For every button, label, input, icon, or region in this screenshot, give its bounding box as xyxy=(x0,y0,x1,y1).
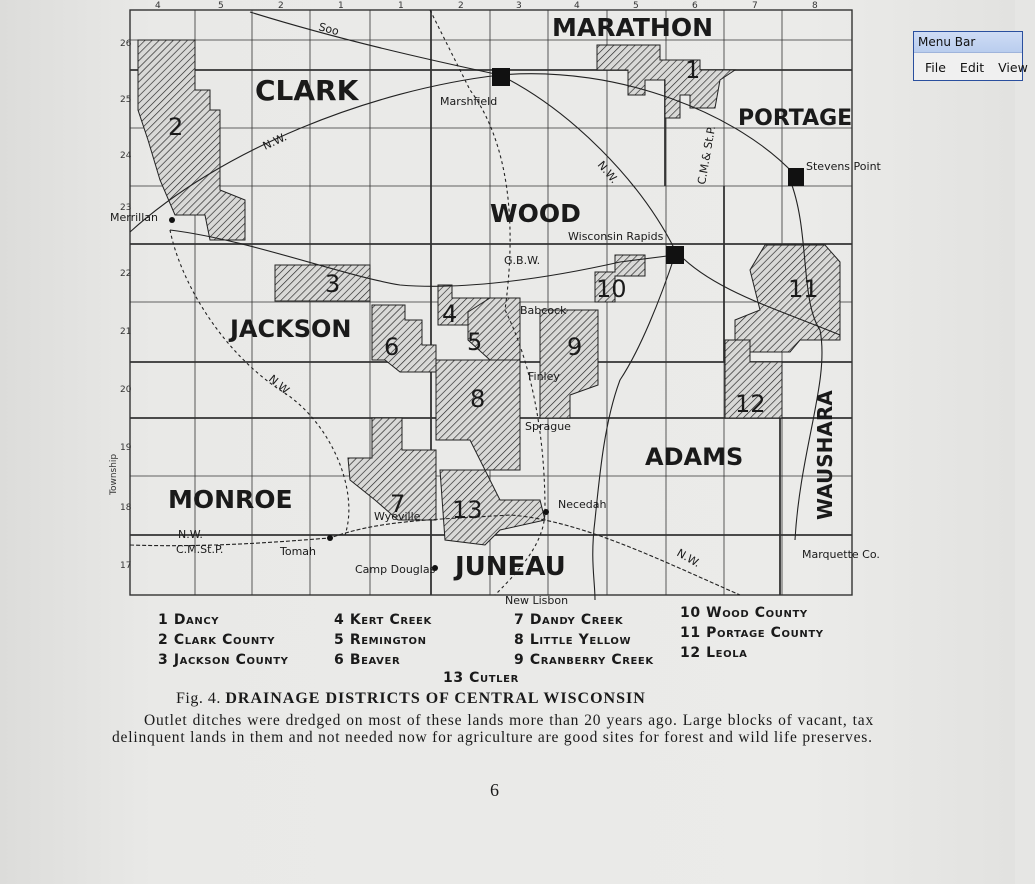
body-paragraph: Outlet ditches were dredged on most of these lands more than 20 years ago. Large blocks of vacant, tax delinquent lands in them and not needed now for agriculture are good sites for forest and wild life preserves. xyxy=(112,712,874,746)
legend-item: 7 Dandy Creek xyxy=(514,612,624,628)
township-axis-label: Township xyxy=(109,453,119,495)
necedah-marker xyxy=(543,509,549,515)
page-number: 6 xyxy=(490,780,499,800)
drainage-map xyxy=(100,0,881,610)
tomah-marker xyxy=(327,535,333,541)
district-2-label: 2 xyxy=(168,113,184,141)
svg-text:26: 26 xyxy=(120,39,132,49)
svg-text:17: 17 xyxy=(120,561,132,571)
svg-text:4: 4 xyxy=(574,1,580,11)
svg-text:7: 7 xyxy=(752,1,758,11)
svg-text:20: 20 xyxy=(120,385,132,395)
legend-column-3 xyxy=(514,610,654,670)
district-5-label: 5 xyxy=(467,328,483,356)
railroad-label-nw-4: N.W. xyxy=(674,546,703,571)
svg-text:21: 21 xyxy=(120,327,132,337)
place-stevens-point: Stevens Point xyxy=(806,160,881,173)
railroad-label-gbw: G.B.W. xyxy=(504,254,541,267)
legend-item: 1 Dancy xyxy=(158,612,220,628)
county-juneau: JUNEAU xyxy=(455,552,566,582)
district-10-label: 10 xyxy=(596,275,627,303)
legend-item: 10 Wood County xyxy=(680,605,808,621)
district-8-label: 8 xyxy=(470,385,486,413)
place-new-lisbon: New Lisbon xyxy=(505,594,569,607)
legend-item: 4 Kert Creek xyxy=(334,612,432,628)
district-12-label: 12 xyxy=(735,390,766,418)
county-wood: WOOD xyxy=(490,199,581,228)
svg-text:6: 6 xyxy=(692,1,698,11)
legend-item: 5 Remington xyxy=(334,632,427,648)
district-8-area xyxy=(436,360,520,470)
legend-item: 11 Portage County xyxy=(680,625,824,641)
district-3-label: 3 xyxy=(325,270,341,298)
svg-text:1: 1 xyxy=(338,1,344,11)
svg-text:24: 24 xyxy=(120,151,132,161)
place-merrillan: Merrillan xyxy=(110,211,158,224)
county-monroe: MONROE xyxy=(168,485,293,514)
svg-text:3: 3 xyxy=(516,1,522,11)
svg-text:5: 5 xyxy=(218,1,224,11)
legend-item: 3 Jackson County xyxy=(158,652,289,668)
place-marquette-co: Marquette Co. xyxy=(802,548,880,561)
stevens-point-marker xyxy=(788,168,804,186)
wisconsin-rapids-marker xyxy=(666,246,684,264)
district-4-label: 4 xyxy=(442,300,458,328)
menu-view[interactable]: View xyxy=(998,59,1028,75)
svg-text:4: 4 xyxy=(155,1,161,11)
legend-item: 8 Little Yellow xyxy=(514,632,632,648)
menu-bar xyxy=(914,53,1028,81)
legend-item: 9 Cranberry Creek xyxy=(514,652,654,668)
svg-text:23: 23 xyxy=(120,203,132,213)
district-9-label: 9 xyxy=(567,333,583,361)
district-6-label: 6 xyxy=(384,333,400,361)
legend-column-4 xyxy=(680,603,824,663)
place-sprague: Sprague xyxy=(525,420,571,433)
district-11-label: 11 xyxy=(788,275,819,303)
county-adams: ADAMS xyxy=(645,443,744,471)
place-camp-douglas: Camp Douglas xyxy=(355,563,436,576)
railroad-label-cmstp-2: C.M.& St.P. xyxy=(695,124,719,186)
railroad-label-nw-5: N.W. xyxy=(178,528,203,541)
menu-bar-window xyxy=(913,31,1028,81)
svg-text:8: 8 xyxy=(812,1,818,11)
svg-text:2: 2 xyxy=(278,1,284,11)
legend-item: 2 Clark County xyxy=(158,632,276,648)
district-1-label: 1 xyxy=(685,56,701,84)
svg-text:1: 1 xyxy=(398,1,404,11)
caption-prefix: Fig. 4. xyxy=(176,690,221,707)
township-numbers xyxy=(109,39,132,571)
svg-text:18: 18 xyxy=(120,503,132,513)
svg-text:2: 2 xyxy=(458,1,464,11)
place-wyeville: Wyeville xyxy=(374,510,421,523)
county-waushara: WAUSHARA xyxy=(813,390,837,520)
county-portage: PORTAGE xyxy=(738,106,853,131)
railroad-label-nw-1: N.W. xyxy=(260,130,289,153)
district-9-area xyxy=(540,310,598,418)
county-clark: CLARK xyxy=(255,74,359,107)
legend-column-2 xyxy=(334,610,432,670)
place-finley: Finley xyxy=(528,370,560,383)
railroad-label-soo: Soo xyxy=(317,20,341,39)
place-tomah: Tomah xyxy=(280,545,317,558)
place-necedah: Necedah xyxy=(558,498,607,511)
district-3-area xyxy=(275,265,370,301)
railroad-label-nw-3: N.W. xyxy=(266,372,294,399)
place-wisconsin-rapids: Wisconsin Rapids xyxy=(568,230,664,243)
menu-edit[interactable]: Edit xyxy=(959,59,985,75)
railroad-label-nw-2: N.W. xyxy=(594,158,621,186)
menu-window-title: Menu Bar xyxy=(914,32,1022,53)
place-babcock: Babcock xyxy=(520,304,567,317)
legend-item: 6 Beaver xyxy=(334,652,401,668)
legend-column-1 xyxy=(158,610,289,670)
svg-text:19: 19 xyxy=(120,443,132,453)
marshfield-marker xyxy=(492,68,510,86)
legend-item: 13 Cutler xyxy=(443,670,519,686)
legend-item: 12 Leola xyxy=(680,645,748,661)
caption-title: DRAINAGE DISTRICTS OF CENTRAL WISCONSIN xyxy=(225,690,646,707)
svg-text:25: 25 xyxy=(120,95,132,105)
menu-file[interactable]: File xyxy=(925,59,946,75)
place-marshfield: Marshfield xyxy=(440,95,498,108)
svg-text:22: 22 xyxy=(120,269,132,279)
county-jackson: JACKSON xyxy=(230,315,352,343)
district-13-label: 13 xyxy=(452,496,483,524)
figure-caption xyxy=(176,690,646,708)
railroad-label-cmstp: C.M.St.P. xyxy=(176,543,224,556)
merrillan-marker xyxy=(169,217,175,223)
svg-text:5: 5 xyxy=(633,1,639,11)
county-marathon: MARATHON xyxy=(552,13,714,42)
district-7-label: 7 xyxy=(390,490,406,518)
legend-bottom xyxy=(443,668,519,688)
